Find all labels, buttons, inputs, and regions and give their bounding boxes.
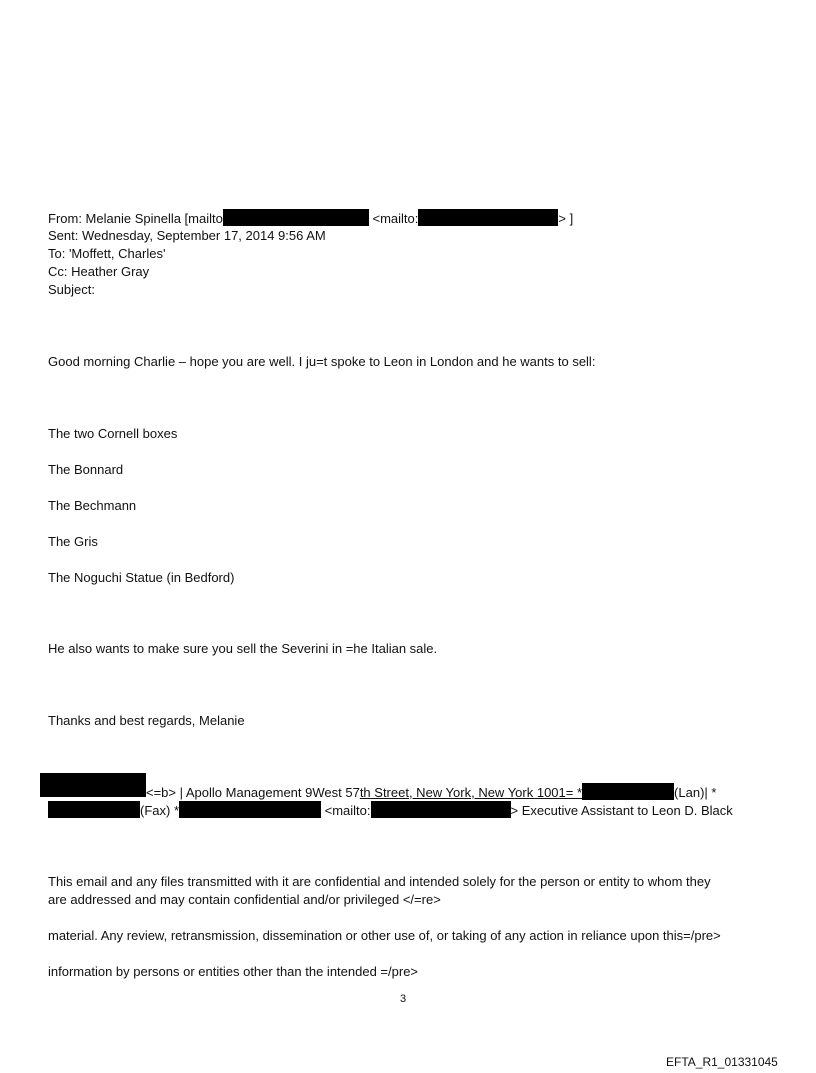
from-line bbox=[48, 209, 573, 228]
page-number: 3 bbox=[400, 993, 407, 1005]
list-item: The Bonnard bbox=[48, 462, 124, 477]
signature-address: Street, New York, New York 1001= * bbox=[370, 785, 583, 800]
signature-mailto: <mailto: bbox=[324, 803, 371, 818]
from-label: From: Melanie Spinella [mailto bbox=[48, 211, 223, 226]
signoff: Thanks and best regards, Melanie bbox=[48, 713, 245, 728]
greeting-paragraph: Good morning Charlie – hope you are well. I ju=t spoke to Leon in London and he wants to sell: bbox=[48, 354, 596, 369]
cc-line: Cc: Heather Gray bbox=[48, 264, 150, 279]
signature-line-2: (Fax) * <mailto: > Executive Assistant to Leon D. Black bbox=[48, 801, 733, 820]
redaction-block bbox=[582, 783, 674, 800]
mailto-label: <mailto: bbox=[372, 211, 419, 226]
sent-line: Sent: Wednesday, September 17, 2014 9:56 AM bbox=[48, 228, 326, 243]
list-item: The Bechmann bbox=[48, 498, 137, 513]
disclaimer-line: are addressed and may contain confidential and/or privileged </=re> bbox=[48, 892, 441, 907]
redaction-block bbox=[223, 209, 369, 226]
signature-line-1 bbox=[146, 783, 716, 802]
subject-line: Subject: bbox=[48, 282, 95, 297]
redaction-block bbox=[179, 801, 321, 818]
redaction-block bbox=[48, 801, 140, 818]
mailto-end: > ] bbox=[558, 211, 574, 226]
list-item: The two Cornell boxes bbox=[48, 426, 178, 441]
disclaimer-line: material. Any review, retransmission, dissemination or other use of, or taking of any action in reliance upon this=/pre> bbox=[48, 928, 721, 943]
redaction-block bbox=[40, 773, 146, 797]
disclaimer-line: This email and any files transmitted with it are confidential and intended solely for the person or entity to whom they bbox=[48, 874, 711, 889]
redaction-block bbox=[371, 801, 511, 818]
signature-ordinal: th bbox=[359, 785, 371, 800]
document-id: EFTA_R1_01331045 bbox=[666, 1055, 778, 1069]
signature-fax: (Fax) * bbox=[140, 803, 179, 818]
list-item: The Gris bbox=[48, 534, 98, 549]
signature-title: Executive Assistant to Leon D. Black bbox=[521, 803, 733, 818]
severini-paragraph: He also wants to make sure you sell the Severini in =he Italian sale. bbox=[48, 641, 438, 656]
disclaimer-line: information by persons or entities other than the intended =/pre> bbox=[48, 964, 419, 979]
signature-company: <=b> | Apollo Management 9West 57 bbox=[146, 785, 360, 800]
signature-lan: (Lan)| * bbox=[674, 785, 717, 800]
redaction-block bbox=[418, 209, 558, 226]
to-line: To: 'Moffett, Charles' bbox=[48, 246, 166, 261]
list-item: The Noguchi Statue (in Bedford) bbox=[48, 570, 235, 585]
